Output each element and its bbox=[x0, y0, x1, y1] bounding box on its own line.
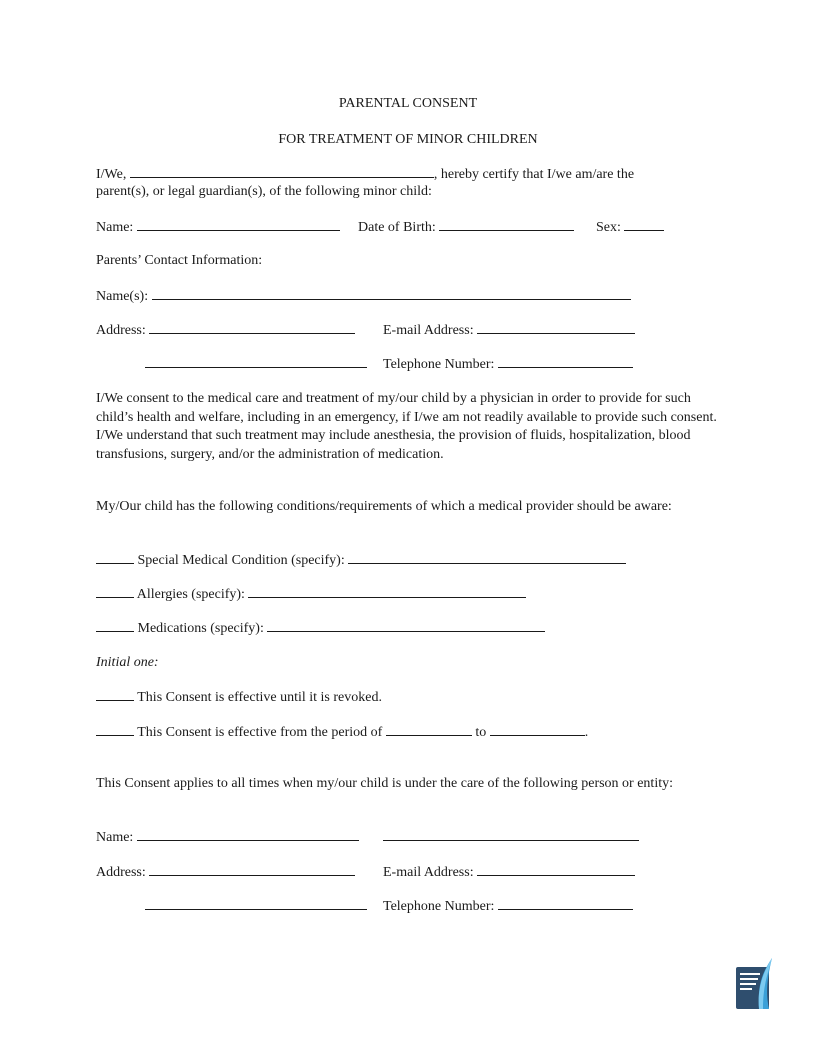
allergies-row bbox=[96, 585, 526, 605]
child-sex-label: Sex: bbox=[596, 220, 621, 235]
caregiver-address-line2-row bbox=[145, 897, 367, 917]
parents-names-blank[interactable] bbox=[152, 287, 631, 300]
parents-email-row bbox=[383, 321, 635, 341]
caregiver-name-label: Name: bbox=[96, 830, 134, 845]
parents-address-label: Address: bbox=[96, 323, 146, 338]
special-condition-blank[interactable] bbox=[348, 551, 626, 564]
special-condition-label: Special Medical Condition (specify): bbox=[137, 553, 345, 568]
caregiver-email-blank[interactable] bbox=[477, 863, 635, 876]
caregiver-name-row bbox=[96, 828, 359, 848]
caregiver-email-row bbox=[383, 863, 635, 883]
special-condition-initial-blank[interactable] bbox=[96, 551, 134, 564]
caregiver-email-label: E-mail Address: bbox=[383, 865, 474, 880]
parents-email-label: E-mail Address: bbox=[383, 323, 474, 338]
intro-line-2: parent(s), or legal guardian(s), of the following minor child: bbox=[96, 184, 432, 199]
effective-period-row bbox=[96, 723, 588, 743]
document-title: PARENTAL CONSENT bbox=[338, 96, 478, 111]
parents-email-blank[interactable] bbox=[477, 321, 635, 334]
caregiver-address-line2-blank[interactable] bbox=[145, 897, 367, 910]
medications-row bbox=[96, 619, 545, 639]
document-logo-icon bbox=[735, 957, 773, 1011]
child-dob-label: Date of Birth: bbox=[358, 220, 436, 235]
effective-period-end: . bbox=[584, 725, 589, 740]
caregiver-address-blank[interactable] bbox=[149, 863, 355, 876]
parents-address-blank[interactable] bbox=[149, 321, 355, 334]
parents-names-label: Name(s): bbox=[96, 289, 149, 304]
caregiver-phone-label: Telephone Number: bbox=[383, 899, 495, 914]
conditions-paragraph: My/Our child has the following conditions/requirements of which a medical provider should be aware: bbox=[96, 499, 672, 514]
parents-address-row bbox=[96, 321, 355, 341]
special-condition-row bbox=[96, 551, 626, 571]
child-name-blank[interactable] bbox=[137, 218, 340, 231]
effective-period-end-blank[interactable] bbox=[490, 723, 585, 736]
child-name-row bbox=[96, 218, 340, 238]
effective-revoked-row bbox=[96, 688, 382, 708]
caregiver-address-row bbox=[96, 863, 355, 883]
allergies-initial-blank[interactable] bbox=[96, 585, 134, 598]
intro-line-1 bbox=[96, 165, 634, 185]
medications-blank[interactable] bbox=[267, 619, 545, 632]
child-dob-blank[interactable] bbox=[439, 218, 574, 231]
caregiver-phone-blank[interactable] bbox=[498, 897, 633, 910]
parents-phone-blank[interactable] bbox=[498, 355, 633, 368]
caregiver-name-extra-row bbox=[383, 828, 639, 848]
effective-period-label: This Consent is effective from the period of bbox=[137, 725, 383, 740]
intro-prefix: I/We, bbox=[96, 167, 127, 182]
parents-heading: Parents’ Contact Information: bbox=[96, 253, 263, 268]
parents-phone-row bbox=[383, 355, 633, 375]
child-sex-row bbox=[596, 218, 664, 238]
caregiver-address-label: Address: bbox=[96, 865, 146, 880]
consent-paragraph: I/We consent to the medical care and treatment of my/our child by a physician in order to provide for such child’s health and welfare, including in an emergency, if I/we am not readily available to provide such consent. I/We understand that such treatment may include anesthesia, the provision of fluids, hospitalization, blood transfusions, surgery, and/or the administration of medication. bbox=[96, 391, 717, 462]
document-subtitle: FOR TREATMENT OF MINOR CHILDREN bbox=[278, 132, 538, 147]
intro-suffix: , hereby certify that I/we am/are the bbox=[433, 167, 635, 182]
medications-initial-blank[interactable] bbox=[96, 619, 134, 632]
caregiver-name-extra-blank[interactable] bbox=[383, 828, 639, 841]
parents-phone-label: Telephone Number: bbox=[383, 357, 495, 372]
medications-label: Medications (specify): bbox=[137, 621, 264, 636]
child-name-label: Name: bbox=[96, 220, 134, 235]
effective-period-start-blank[interactable] bbox=[386, 723, 472, 736]
allergies-blank[interactable] bbox=[248, 585, 526, 598]
parents-address-line2-row bbox=[145, 355, 367, 375]
child-sex-blank[interactable] bbox=[624, 218, 664, 231]
initial-one-label: Initial one: bbox=[96, 655, 159, 670]
parents-address-line2-blank[interactable] bbox=[145, 355, 367, 368]
effective-period-to: to bbox=[475, 725, 487, 740]
effective-revoked-initial-blank[interactable] bbox=[96, 688, 134, 701]
caregiver-name-blank[interactable] bbox=[137, 828, 359, 841]
parent-name-blank[interactable] bbox=[130, 165, 434, 178]
child-dob-row bbox=[358, 218, 574, 238]
effective-revoked-label: This Consent is effective until it is revoked. bbox=[137, 690, 382, 705]
allergies-label: Allergies (specify): bbox=[136, 587, 245, 602]
effective-period-initial-blank[interactable] bbox=[96, 723, 134, 736]
applies-paragraph: This Consent applies to all times when my/our child is under the care of the following person or entity: bbox=[96, 776, 673, 791]
caregiver-phone-row bbox=[383, 897, 633, 917]
parents-names-row bbox=[96, 287, 631, 307]
